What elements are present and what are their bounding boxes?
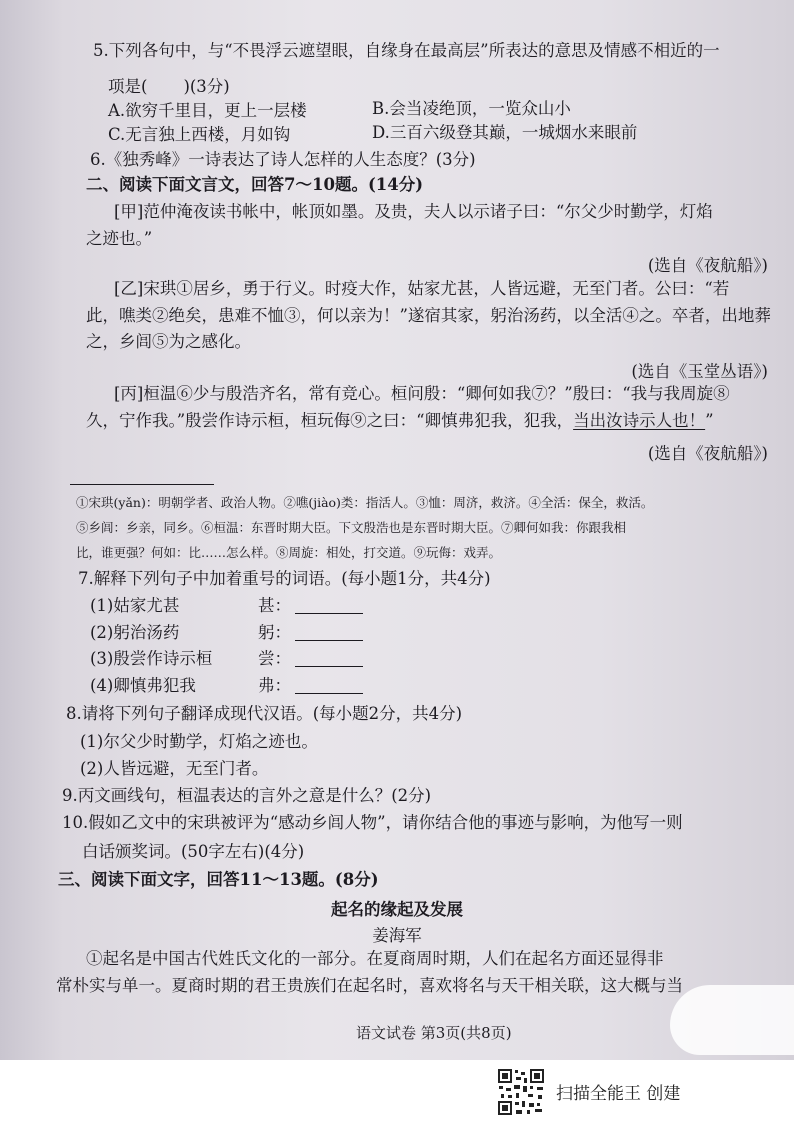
q8-sentence-1: (1)尔父少时勤学，灯焰之迹也。 bbox=[80, 732, 318, 751]
q10-line2: 白话颁奖词。(50字左右)(4分) bbox=[82, 842, 305, 861]
article-title: 起名的缘起及发展 bbox=[331, 900, 463, 919]
q5-option-b: B.会当凌绝顶，一览众山小 bbox=[372, 99, 571, 118]
answer-blank[interactable] bbox=[295, 597, 363, 614]
footnote-line3: 比，谁更强？何如：比……怎么样。⑧周旋：相处，打交道。⑨玩侮：戏弄。 bbox=[76, 545, 502, 560]
q5-option-a: A.欲穷千里目，更上一层楼 bbox=[108, 101, 307, 120]
passage-yi-source: (选自《玉堂丛语》) bbox=[631, 362, 768, 381]
light-glare bbox=[670, 985, 794, 1055]
footnote-line1: ①宋珙(yǎn)：明朝学者、政治人物。②噍(jiào)类：指活人。③恤：周济，救济。④全活：保全，救活。 bbox=[76, 495, 654, 510]
passage-yi-line1: [乙]宋珙①居乡，勇于行义。时疫大作，姑家尤甚，人皆远避，无至门者。公曰：“若 bbox=[114, 279, 730, 298]
q5-line1: 5.下列各句中，与“不畏浮云遮望眼，自缘身在最高层”所表达的意思及情感不相近的一 bbox=[93, 41, 720, 60]
q7-word-2: 躬： bbox=[258, 623, 291, 642]
passage-bing-quote-end: ” bbox=[705, 411, 714, 430]
q5-stem-start: 项是( bbox=[108, 77, 148, 96]
q8-stem: 8.请将下列句子翻译成现代汉语。(每小题2分，共4分) bbox=[66, 704, 463, 723]
q5-line2 bbox=[108, 76, 230, 98]
page-footer: 语文试卷 第3页(共8页) bbox=[356, 1024, 512, 1042]
article-para1-line2: 常朴实与单一。夏商时期的君王贵族们在起名时，喜欢将名与天干相关联，这大概与当 bbox=[56, 976, 683, 995]
underlined-sentence: 当出汝诗示人也！ bbox=[573, 411, 706, 430]
q7-answer-2 bbox=[258, 622, 363, 644]
article-author: 姜海军 bbox=[372, 926, 422, 945]
q7-word-4: 弗： bbox=[258, 676, 291, 695]
q7-word-1: 甚： bbox=[258, 596, 291, 615]
section-2-heading: 二、阅读下面文言文，回答7～10题。(14分) bbox=[86, 175, 424, 194]
passage-bing-line2 bbox=[86, 410, 714, 432]
passage-yi-line2: 此，噍类②绝矣，患难不恤③，何以亲为！”遂宿其家，躬治汤药，以全活④之。卒者，出地葬 bbox=[86, 306, 771, 325]
q7-stem: 7.解释下列句子中加着重号的词语。(每小题1分，共4分) bbox=[78, 569, 491, 588]
passage-bing-source: (选自《夜航船》) bbox=[647, 444, 768, 463]
q7-item-1: (1)姑家尤甚 bbox=[90, 596, 180, 615]
q7-answer-4 bbox=[258, 675, 363, 697]
scanner-watermark: 扫描全能王 创建 bbox=[556, 1084, 681, 1104]
q10-line1: 10.假如乙文中的宋珙被评为“感动乡闾人物”，请你结合他的事迹与影响，为他写一则 bbox=[62, 813, 683, 832]
answer-blank[interactable] bbox=[295, 624, 363, 641]
q7-item-3: (3)殷尝作诗示桓 bbox=[90, 649, 213, 668]
q6: 6.《独秀峰》一诗表达了诗人怎样的人生态度？(3分) bbox=[90, 150, 476, 169]
qr-code-icon bbox=[497, 1068, 545, 1116]
q5-stem-end: )(3分) bbox=[183, 77, 230, 96]
footnote-line2: ⑤乡闾：乡亲，同乡。⑥桓温：东晋时期大臣。下文殷浩也是东晋时期大臣。⑦卿何如我：你跟我相 bbox=[76, 520, 627, 535]
answer-blank[interactable] bbox=[295, 650, 363, 667]
q7-item-2: (2)躬治汤药 bbox=[90, 623, 180, 642]
passage-jia-source: (选自《夜航船》) bbox=[647, 256, 768, 275]
passage-bing-text: 久，宁作我。”殷尝作诗示桓，桓玩侮⑨之曰：“卿慎弗犯我，犯我， bbox=[86, 411, 574, 430]
q5-option-c: C.无言独上西楼，月如钩 bbox=[108, 125, 291, 144]
passage-yi-line3: 之，乡闾⑤为之感化。 bbox=[86, 332, 251, 351]
footnote-divider bbox=[70, 484, 214, 485]
section-3-heading: 三、阅读下面文字，回答11～13题。(8分) bbox=[58, 870, 379, 889]
q7-answer-3 bbox=[258, 648, 363, 670]
passage-jia-line1: [甲]范仲淹夜读书帐中，帐顶如墨。及贵，夫人以示诸子曰：“尔父少时勤学，灯焰 bbox=[114, 202, 713, 221]
answer-blank[interactable] bbox=[295, 677, 363, 694]
q9: 9.丙文画线句，桓温表达的言外之意是什么？(2分) bbox=[62, 786, 432, 805]
passage-jia-line2: 之迹也。” bbox=[86, 229, 153, 248]
q5-option-d: D.三百六级登其巅，一城烟水来眼前 bbox=[372, 123, 638, 142]
q7-answer-1 bbox=[258, 595, 363, 617]
q8-sentence-2: (2)人皆远避，无至门者。 bbox=[80, 759, 269, 778]
q7-word-3: 尝： bbox=[258, 649, 291, 668]
q7-item-4: (4)卿慎弗犯我 bbox=[90, 676, 196, 695]
article-para1-line1: ①起名是中国古代姓氏文化的一部分。在夏商周时期，人们在起名方面还显得非 bbox=[86, 949, 664, 968]
passage-bing-line1: [丙]桓温⑥少与殷浩齐名，常有竞心。桓问殷：“卿何如我⑦？”殷曰：“我与我周旋⑧ bbox=[114, 384, 730, 403]
